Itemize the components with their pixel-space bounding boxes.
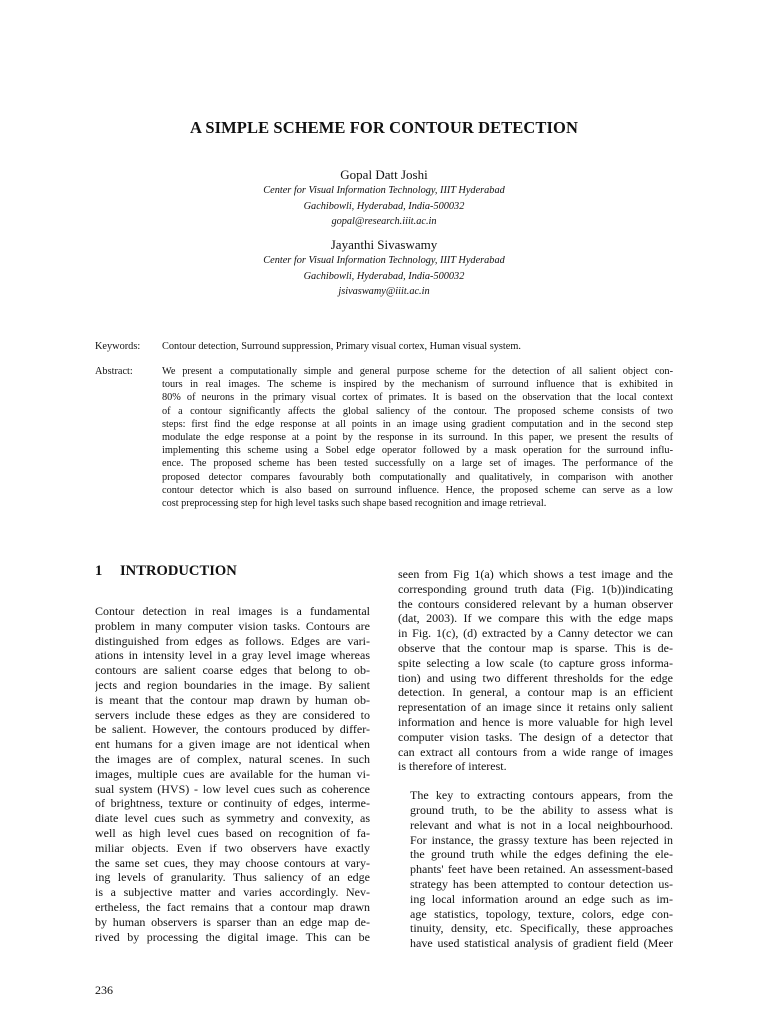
section-heading bbox=[95, 564, 370, 586]
text-line: Contour detection in real images is a fundamental bbox=[95, 604, 370, 618]
text-line: information and hence is more valuable for high level bbox=[398, 714, 673, 729]
page-number: 236 bbox=[95, 983, 113, 997]
abstract-text bbox=[162, 365, 673, 510]
text-line: For instance, the grassy texture has been rejected in bbox=[410, 832, 673, 847]
text-line: is therefore of interest. bbox=[398, 759, 507, 774]
text-line: strategy has been attempted to contour detection us- bbox=[410, 876, 673, 891]
text-line: spite selecting a low scale (to capture gross informa- bbox=[398, 655, 673, 670]
abstract-line: of a contour significantly affects the global saliency of the contour. The proposed scheme consists of two bbox=[162, 405, 673, 417]
author-address: Gachibowli, Hyderabad, India-500032 bbox=[303, 200, 465, 212]
text-line: The key to extracting contours appears, from the bbox=[410, 788, 673, 803]
text-line: is a subjective matter and varies accordingly. Nev- bbox=[95, 885, 370, 900]
text-line: distinguished from edges as follows. Edges are vari- bbox=[95, 633, 370, 648]
text-line: tinuity, density, etc. Specifically, these approaches bbox=[410, 921, 673, 936]
right-column bbox=[398, 567, 673, 951]
text-line: (dat, 2003). If we compare this with the edge maps bbox=[398, 611, 673, 626]
text-line: ations in intensity level in a gray level image whereas bbox=[95, 648, 370, 663]
abstract-line: proposed detector compares favourably both computationally and qualitatively, in comparison with another bbox=[162, 471, 673, 483]
text-line: rived by processing the digital image. This can be bbox=[95, 929, 370, 944]
text-line: sual system (HVS) - low level cues such as coherence bbox=[95, 781, 370, 796]
text-line: in Fig. 1(c), (d) extracted by a Canny detector we can bbox=[398, 626, 673, 641]
text-line: representation of an image since it retains only salient bbox=[398, 700, 673, 715]
text-line: tion) and using two different thresholds for the edge bbox=[398, 670, 673, 685]
author-address: Gachibowli, Hyderabad, India-500032 bbox=[303, 270, 465, 282]
section-title: INTRODUCTION bbox=[120, 563, 237, 579]
text-line: ing levels of granularity. Thus saliency of an edge bbox=[95, 870, 370, 885]
abstract-line: cost preprocessing step for high level tasks such shape based recognition and image retrieval. bbox=[162, 497, 547, 509]
text-line: problem in many computer vision tasks. Contours are bbox=[95, 618, 370, 633]
abstract-line: contour detector which is also based on surround influence. Hence, the proposed scheme can serve as a low bbox=[162, 484, 673, 496]
text-line: well as high level cues based on recognition of fa- bbox=[95, 825, 370, 840]
author-email: gopal@research.iiit.ac.in bbox=[331, 216, 437, 227]
paper-title: A SIMPLE SCHEME FOR CONTOUR DETECTION bbox=[190, 118, 578, 137]
text-line: diate level cues such as symmetry and convexity, as bbox=[95, 811, 370, 826]
keywords-text: Contour detection, Surround suppression, Primary visual cortex, Human visual system. bbox=[162, 341, 521, 352]
text-line: ent humans for a given image are not identical when bbox=[95, 737, 370, 752]
intro-paragraph-1 bbox=[95, 604, 370, 944]
intro-paragraph-3 bbox=[398, 788, 673, 951]
text-line: computer vision tasks. The design of a detector that bbox=[398, 729, 673, 744]
text-line: observe that the contour map is sparse. This is de- bbox=[398, 640, 673, 655]
text-line: the ground truth while the edges defining the ele- bbox=[410, 847, 673, 862]
author-affiliation: Center for Visual Information Technology, IIIT Hyderabad bbox=[263, 255, 505, 266]
text-line: relevant and what is not in a local neighbourhood. bbox=[410, 817, 673, 832]
text-line: images, multiple cues are available for the human vi- bbox=[95, 766, 370, 781]
text-line: by human observers is sparser than an edge map de- bbox=[95, 914, 370, 929]
text-line: the images are of complex, natural scenes. In such bbox=[95, 751, 370, 766]
abstract-line: implementing this scheme using a Sobel edge operator followed by a mask operation for the surround influ- bbox=[162, 445, 673, 457]
text-line: phants' feet have been retained. An assessment-based bbox=[410, 862, 673, 877]
text-line: jects and region boundaries in the image. By salient bbox=[95, 677, 370, 692]
abstract-line: tours in real images. The scheme is inspired by the mechanism of surround influence that is exhibited in bbox=[162, 379, 673, 391]
text-line: is meant that the contour map drawn by human ob- bbox=[95, 692, 370, 707]
text-line: seen from Fig 1(a) which shows a test image and the bbox=[398, 567, 673, 581]
text-line: the contours considered relevant by a human observer bbox=[398, 596, 673, 611]
text-line: ing local information around an edge such as im- bbox=[410, 891, 673, 906]
abstract-label: Abstract: bbox=[95, 366, 133, 377]
text-line: corresponding ground truth data (Fig. 1(b))indicating bbox=[398, 581, 673, 596]
abstract-line: 80% of neurons in the primary visual cortex of primates. It is based on the observation that the local context bbox=[162, 392, 673, 404]
text-line: ertheless, the fact remains that a contour map drawn bbox=[95, 899, 370, 914]
abstract-line: modulate the edge response at a point by the response in its surround. In this paper, we present the results of bbox=[162, 431, 673, 443]
abstract-line: steps: first find the edge response at all points in an image using gradient computation and in the second step bbox=[162, 418, 673, 430]
text-line: of brightness, texture or continuity of edges, interme- bbox=[95, 796, 370, 811]
author-affiliation: Center for Visual Information Technology, IIIT Hyderabad bbox=[263, 185, 505, 196]
author-block-2 bbox=[0, 236, 768, 300]
left-column bbox=[95, 564, 370, 944]
text-line: have used statistical analysis of gradient field (Meer bbox=[410, 936, 673, 951]
abstract-line: We present a computationally simple and general purpose scheme for the detection of all salient object con- bbox=[162, 366, 673, 377]
author-block-1 bbox=[0, 166, 768, 230]
text-line: be salient. However, the contours produced by differ- bbox=[95, 722, 370, 737]
text-line: can extract all contours from a wide range of images bbox=[398, 744, 673, 759]
keywords-label: Keywords: bbox=[95, 341, 141, 352]
text-line: miliar objects. Even if two observers have exactly bbox=[95, 840, 370, 855]
section-number: 1 bbox=[95, 563, 103, 579]
author-email: jsivaswamy@iiit.ac.in bbox=[338, 286, 430, 297]
abstract-line: ence. The proposed scheme has been tested successfully on a large set of images. The performance of the bbox=[162, 458, 673, 470]
text-line: detection. In general, a contour map is an efficient bbox=[398, 685, 673, 700]
text-line: age statistics, topology, texture, colors, edge con- bbox=[410, 906, 673, 921]
text-line: servers include these edges as they are considered to bbox=[95, 707, 370, 722]
intro-paragraph-2 bbox=[398, 567, 673, 774]
text-line: the same set cues, they may choose contours at vary- bbox=[95, 855, 370, 870]
text-line: ground truth, to be the ability to assess what is bbox=[410, 802, 673, 817]
author-name: Gopal Datt Joshi bbox=[340, 167, 428, 182]
text-line: contours are salient coarse edges that belong to ob- bbox=[95, 663, 370, 678]
author-name: Jayanthi Sivaswamy bbox=[330, 237, 438, 252]
